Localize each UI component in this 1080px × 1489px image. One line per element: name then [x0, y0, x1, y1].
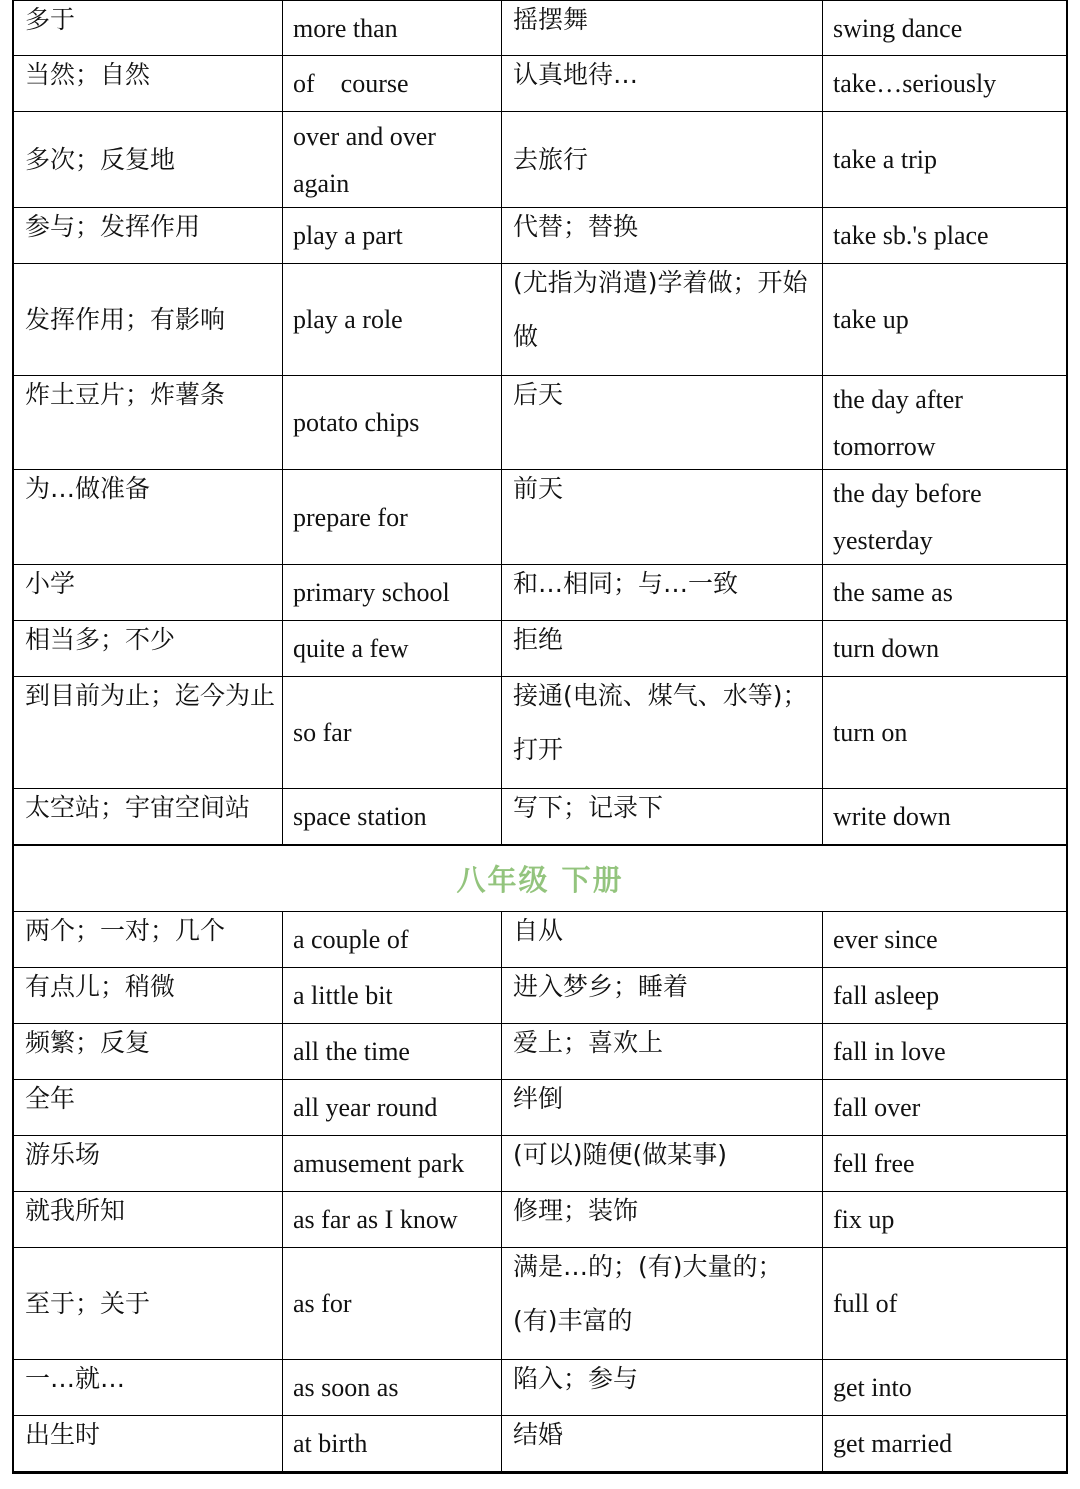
chinese-meaning-cell: [502, 112, 823, 207]
table-row: [14, 565, 1066, 621]
english-phrase-cell: [823, 376, 1066, 469]
chinese-meaning-cell: [14, 56, 283, 111]
chinese-meaning-text: 和…相同；与…一致: [513, 569, 739, 598]
chinese-meaning-text: 拒绝: [513, 625, 564, 654]
english-phrase-text: quite a few: [293, 634, 409, 663]
chinese-meaning-text: 绊倒: [513, 1084, 564, 1113]
table-row: [14, 376, 1066, 470]
english-phrase-cell: [283, 1360, 502, 1415]
english-phrase-text: at birth: [293, 1429, 368, 1458]
table-row: [14, 968, 1066, 1024]
english-phrase-cell: [823, 1248, 1066, 1359]
chinese-meaning-cell: [14, 470, 283, 564]
english-phrase-cell: [283, 912, 502, 967]
english-phrase-cell: [823, 565, 1066, 620]
chinese-meaning-cell: [502, 565, 823, 620]
chinese-meaning-text: 一…就…: [25, 1364, 126, 1393]
table-row: [14, 1024, 1066, 1080]
chinese-meaning-cell: [14, 376, 283, 469]
chinese-meaning-text: 到目前为止；迄今为止: [25, 681, 276, 710]
english-phrase-cell: [283, 1136, 502, 1191]
table-row: [14, 1192, 1066, 1248]
chinese-meaning-cell: [502, 1, 823, 55]
chinese-meaning-cell: [14, 1248, 283, 1359]
english-phrase-cell: [283, 1192, 502, 1247]
chinese-meaning-text: 为…做准备: [25, 474, 151, 503]
english-phrase-cell: [823, 112, 1066, 207]
chinese-meaning-cell: [502, 1136, 823, 1191]
english-phrase-cell: [283, 470, 502, 564]
english-phrase-text: get married: [833, 1429, 953, 1458]
table-row: [14, 208, 1066, 264]
table-row: [14, 789, 1066, 845]
chinese-meaning-cell: [14, 1416, 283, 1471]
section-title: 八年级 下册: [456, 863, 624, 897]
chinese-meaning-cell: [502, 376, 823, 469]
chinese-meaning-cell: [502, 912, 823, 967]
english-phrase-cell: [823, 1024, 1066, 1079]
english-phrase-text: as soon as: [293, 1373, 399, 1402]
chinese-meaning-cell: [14, 1, 283, 55]
chinese-meaning-text: (可以)随便(做某事): [513, 1140, 728, 1169]
chinese-meaning-text: 两个；一对；几个: [25, 916, 226, 945]
chinese-meaning-cell: [14, 1024, 283, 1079]
english-phrase-text: amusement park: [293, 1149, 465, 1178]
english-phrase-cell: [823, 264, 1066, 375]
english-phrase-cell: [823, 470, 1066, 564]
chinese-meaning-cell: [502, 264, 823, 375]
english-phrase-text: play a role: [293, 305, 403, 334]
chinese-meaning-text: 太空站；宇宙空间站: [25, 793, 251, 822]
vocabulary-table: [12, 0, 1068, 1474]
english-phrase-text: of course: [293, 69, 409, 98]
chinese-meaning-cell: [14, 1360, 283, 1415]
chinese-meaning-cell: [14, 677, 283, 788]
chinese-meaning-text: 前天: [513, 474, 564, 503]
english-phrase-cell: [283, 56, 502, 111]
english-phrase-cell: [283, 565, 502, 620]
chinese-meaning-text: 多次；反复地: [25, 144, 176, 174]
english-phrase-text: take…seriously: [833, 69, 997, 98]
english-phrase-cell: [823, 208, 1066, 263]
chinese-meaning-cell: [14, 789, 283, 844]
english-phrase-text: take a trip: [833, 145, 937, 174]
english-phrase-text: write down: [833, 802, 951, 831]
section-header-row: [14, 845, 1066, 912]
chinese-meaning-text: 认真地待…: [513, 60, 639, 89]
english-phrase-text: play a part: [293, 221, 403, 250]
english-phrase-text: a couple of: [293, 925, 409, 954]
english-phrase-cell: [283, 621, 502, 676]
table-row: [14, 677, 1066, 789]
chinese-meaning-text: 出生时: [25, 1420, 101, 1449]
english-phrase-cell: [283, 1024, 502, 1079]
chinese-meaning-text: 写下；记录下: [513, 793, 664, 822]
english-phrase-cell: [823, 1136, 1066, 1191]
english-phrase-text: the day after tomorrow: [833, 384, 963, 461]
chinese-meaning-text: 后天: [513, 380, 564, 409]
chinese-meaning-text: 小学: [25, 569, 76, 598]
chinese-meaning-text: 游乐场: [25, 1140, 101, 1169]
table-row: [14, 264, 1066, 376]
chinese-meaning-text: 进入梦乡；睡着: [513, 972, 689, 1001]
table-row: [14, 1136, 1066, 1192]
chinese-meaning-text: 参与；发挥作用: [25, 212, 201, 241]
table-row: [14, 912, 1066, 968]
english-phrase-cell: [283, 1080, 502, 1135]
chinese-meaning-cell: [14, 1136, 283, 1191]
english-phrase-cell: [823, 1360, 1066, 1415]
chinese-meaning-cell: [14, 264, 283, 375]
english-phrase-text: potato chips: [293, 408, 420, 437]
chinese-meaning-text: 去旅行: [513, 144, 589, 174]
chinese-meaning-cell: [502, 968, 823, 1023]
chinese-meaning-cell: [502, 470, 823, 564]
english-phrase-text: space station: [293, 802, 427, 831]
english-phrase-cell: [283, 1, 502, 55]
english-phrase-text: a little bit: [293, 981, 393, 1010]
english-phrase-text: fall over: [833, 1093, 921, 1122]
chinese-meaning-cell: [502, 1080, 823, 1135]
chinese-meaning-text: 自从: [513, 916, 564, 945]
chinese-meaning-text: 摇摆舞: [513, 5, 589, 34]
chinese-meaning-cell: [502, 56, 823, 111]
english-phrase-text: fell free: [833, 1149, 915, 1178]
table-row: [14, 621, 1066, 677]
chinese-meaning-text: 代替；替换: [513, 212, 639, 241]
english-phrase-cell: [823, 677, 1066, 788]
chinese-meaning-cell: [14, 208, 283, 263]
english-phrase-cell: [823, 1, 1066, 55]
table-row: [14, 1360, 1066, 1416]
english-phrase-text: the same as: [833, 578, 953, 607]
english-phrase-text: primary school: [293, 578, 450, 607]
english-phrase-text: the day before yesterday: [833, 479, 982, 555]
english-phrase-text: turn down: [833, 634, 940, 663]
english-phrase-text: turn on: [833, 718, 908, 747]
english-phrase-cell: [283, 376, 502, 469]
english-phrase-cell: [823, 1192, 1066, 1247]
table-row: [14, 56, 1066, 112]
table-row: [14, 0, 1066, 56]
chinese-meaning-cell: [14, 968, 283, 1023]
english-phrase-text: full of: [833, 1289, 898, 1318]
chinese-meaning-text: 爱上；喜欢上: [513, 1028, 664, 1057]
chinese-meaning-text: 修理；装饰: [513, 1196, 639, 1225]
chinese-meaning-text: 全年: [25, 1084, 76, 1113]
english-phrase-text: ever since: [833, 925, 938, 954]
english-phrase-cell: [823, 912, 1066, 967]
table-row: [14, 112, 1066, 208]
chinese-meaning-cell: [502, 1024, 823, 1079]
english-phrase-cell: [283, 968, 502, 1023]
english-phrase-text: over and over again: [293, 121, 436, 198]
english-phrase-text: as for: [293, 1289, 352, 1318]
chinese-meaning-cell: [14, 112, 283, 207]
chinese-meaning-cell: [14, 1192, 283, 1247]
english-phrase-cell: [823, 789, 1066, 844]
chinese-meaning-cell: [502, 1192, 823, 1247]
english-phrase-cell: [283, 1416, 502, 1471]
chinese-meaning-cell: [14, 1080, 283, 1135]
english-phrase-cell: [283, 264, 502, 375]
english-phrase-cell: [283, 208, 502, 263]
chinese-meaning-cell: [502, 621, 823, 676]
english-phrase-cell: [283, 789, 502, 844]
chinese-meaning-text: 接通(电流、煤气、水等)；打开: [513, 681, 808, 764]
english-phrase-text: get into: [833, 1373, 912, 1402]
english-phrase-text: more than: [293, 13, 398, 43]
english-phrase-text: fall in love: [833, 1037, 946, 1066]
chinese-meaning-cell: [502, 789, 823, 844]
table-row: [14, 1416, 1066, 1472]
english-phrase-cell: [823, 968, 1066, 1023]
english-phrase-cell: [823, 56, 1066, 111]
chinese-meaning-text: 至于；关于: [25, 1288, 151, 1318]
chinese-meaning-text: (尤指为消遣)学着做；开始做: [513, 268, 808, 351]
chinese-meaning-text: 就我所知: [25, 1196, 126, 1225]
english-phrase-text: all the time: [293, 1037, 410, 1066]
english-phrase-cell: [823, 621, 1066, 676]
table-row: [14, 1080, 1066, 1136]
chinese-meaning-cell: [14, 912, 283, 967]
english-phrase-text: all year round: [293, 1093, 438, 1122]
english-phrase-text: fix up: [833, 1205, 895, 1234]
chinese-meaning-text: 有点儿；稍微: [25, 972, 176, 1001]
chinese-meaning-cell: [502, 1416, 823, 1471]
chinese-meaning-text: 结婚: [513, 1420, 564, 1449]
english-phrase-cell: [823, 1416, 1066, 1471]
english-phrase-text: fall asleep: [833, 981, 940, 1010]
english-phrase-cell: [823, 1080, 1066, 1135]
chinese-meaning-cell: [14, 621, 283, 676]
chinese-meaning-text: 相当多；不少: [25, 625, 176, 654]
english-phrase-text: as far as I know: [293, 1205, 458, 1234]
chinese-meaning-cell: [14, 565, 283, 620]
chinese-meaning-text: 多于: [25, 5, 76, 34]
chinese-meaning-text: 陷入；参与: [513, 1364, 639, 1393]
table-row: [14, 1248, 1066, 1360]
chinese-meaning-text: 满是…的；(有)大量的；(有)丰富的: [513, 1252, 783, 1335]
english-phrase-text: prepare for: [293, 502, 408, 532]
chinese-meaning-text: 发挥作用；有影响: [25, 304, 226, 334]
english-phrase-cell: [283, 112, 502, 207]
english-phrase-text: take up: [833, 305, 909, 334]
english-phrase-text: swing dance: [833, 13, 963, 43]
chinese-meaning-cell: [502, 208, 823, 263]
english-phrase-text: take sb.'s place: [833, 221, 989, 250]
chinese-meaning-cell: [502, 1248, 823, 1359]
english-phrase-cell: [283, 1248, 502, 1359]
chinese-meaning-text: 当然；自然: [25, 60, 151, 89]
chinese-meaning-text: 频繁；反复: [25, 1028, 151, 1057]
chinese-meaning-cell: [502, 1360, 823, 1415]
table-row: [14, 470, 1066, 565]
english-phrase-text: so far: [293, 718, 352, 747]
chinese-meaning-text: 炸土豆片；炸薯条: [25, 380, 226, 409]
english-phrase-cell: [283, 677, 502, 788]
chinese-meaning-cell: [502, 677, 823, 788]
